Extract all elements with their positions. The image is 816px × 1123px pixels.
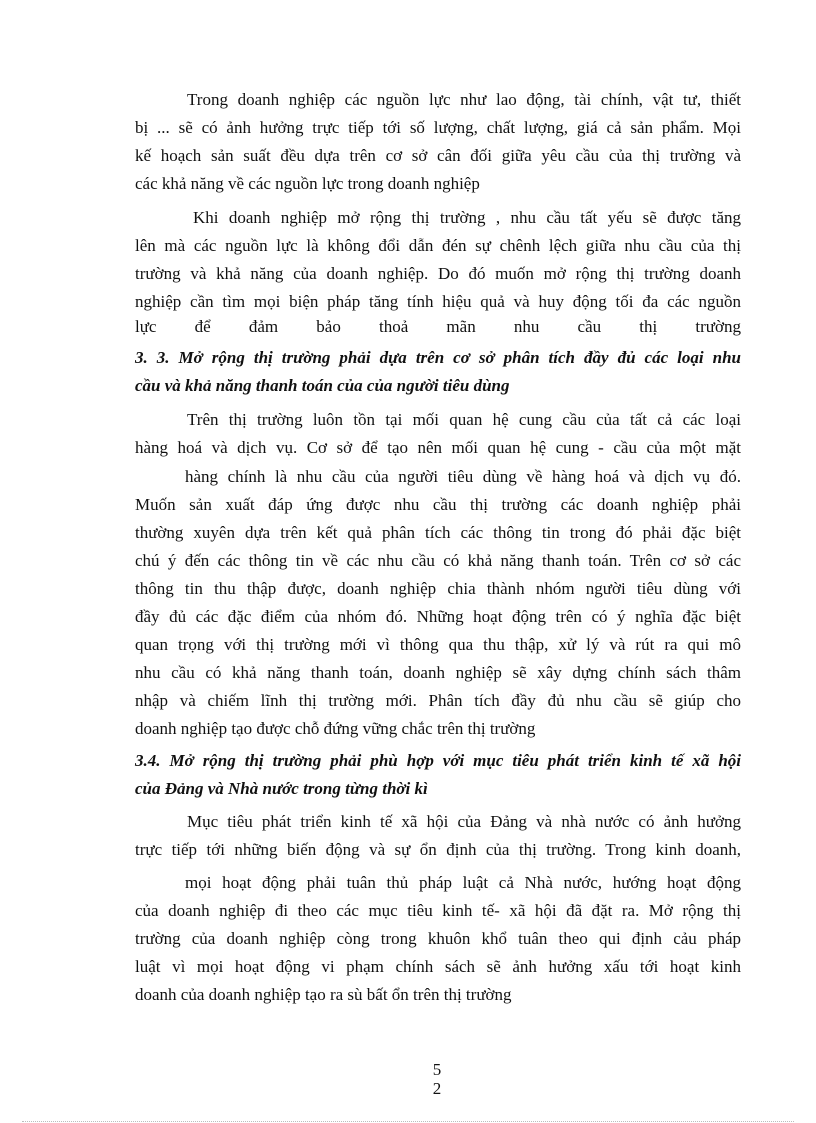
paragraph-4-line-2: trực tiếp tới những biến động và sự ổn định của thị trường. Trong kinh doanh, [135,840,741,859]
paragraph-2-line-2: lên mà các nguồn lực là không đổi dẫn đén sự chênh lệch giữa nhu cầu của thị [135,236,741,255]
paragraph-4-line-5: trường của doanh nghiệp còng trong khuôn khổ tuân theo qui định cảu pháp [135,929,741,948]
paragraph-1-line-4: các khả năng về các nguồn lực trong doanh nghiệp [135,174,480,193]
paragraph-1-line-1: Trong doanh nghiệp các nguồn lực như lao động, tài chính, vật tư, thiết [187,90,741,109]
paragraph-4-line-7: doanh của doanh nghiệp tạo ra sù bất ổn trên thị trường [135,985,512,1004]
paragraph-4-line-4: của doanh nghiệp đi theo các mục tiêu kinh tế- xã hội đã đặt ra. Mở rộng thị [135,901,741,920]
paragraph-4-line-1: Mục tiêu phát triển kinh tế xã hội của Đảng và nhà nước có ảnh hưởng [187,812,741,831]
paragraph-3-line-4: Muốn sản xuất đáp ứng được nhu cầu thị trường các doanh nghiệp phải [135,495,741,514]
section-heading-3-3-line-2: cầu và khả năng thanh toán của của người tiêu dùng [135,376,510,395]
paragraph-3-line-11: nhập và chiếm lĩnh thị trường mới. Phân tích đầy đủ nhu cầu sẽ giúp cho [135,691,741,710]
paragraph-3-line-3: hàng chính là nhu cầu của người tiêu dùng về hàng hoá và dịch vụ đó. [185,467,741,486]
paragraph-2-line-3: trường và khả năng của doanh nghiệp. Do đó muốn mở rộng thị trường doanh [135,264,741,283]
paragraph-2-line-4: nghiệp cần tìm mọi biện pháp tăng tính hiệu quả và huy động tối đa các nguồn [135,292,741,311]
section-heading-3-4-line-2: của Đảng và Nhà nước trong từng thời kì [135,779,428,798]
paragraph-3-line-9: quan trọng với thị trường mới vì thông qua thu thập, xử lý và rút ra qui mô [135,635,741,654]
page-bottom-rule [22,1121,794,1122]
page-number-line-1: 5 [432,1060,442,1079]
section-heading-3-4-line-1: 3.4. Mở rộng thị trường phải phù hợp với mục tiêu phát triển kinh tế xã hội [135,751,741,770]
paragraph-3-line-7: thông tin thu thập được, doanh nghiệp chia thành nhóm người tiêu dùng với [135,579,741,598]
paragraph-4-line-3: mọi hoạt động phải tuân thủ pháp luật cả Nhà nước, hướng hoạt động [185,873,741,892]
paragraph-3-line-6: chú ý đến các thông tin về các nhu cầu có khả năng thanh toán. Trên cơ sở các [135,551,741,570]
paragraph-3-line-2: hàng hoá và dịch vụ. Cơ sở để tạo nên mối quan hệ cung - cầu của một mặt [135,438,741,457]
paragraph-2-line-1: Khi doanh nghiệp mở rộng thị trường , nhu cầu tất yếu sẽ được tăng [193,208,741,227]
paragraph-1-line-3: kế hoạch sản suất đều dựa trên cơ sở cân đối giữa yêu cầu của thị trường và [135,146,741,165]
paragraph-3-line-12: doanh nghiệp tạo được chỗ đứng vững chắc trên thị trường [135,719,536,738]
paragraph-3-line-5: thường xuyên dựa trên kết quả phân tích các thông tin trong đó phải đặc biệt [135,523,741,542]
paragraph-2-line-5: lực để đảm bảo thoả mãn nhu cầu thị trường [135,317,741,336]
paragraph-4-line-6: luật vì mọi hoạt động vi phạm chính sách sẽ ảnh hưởng xấu tới hoạt kinh [135,957,741,976]
paragraph-1-line-2: bị ... sẽ có ảnh hưởng trực tiếp tới số lượng, chất lượng, giá cả sản phẩm. Mọi [135,118,741,137]
paragraph-3-line-8: đầy đủ các đặc điểm của nhóm đó. Những hoạt động trên có ý nghĩa đặc biệt [135,607,741,626]
page-number-line-2: 2 [432,1079,442,1098]
paragraph-3-line-1: Trên thị trường luôn tồn tại mối quan hệ cung cầu của tất cả các loại [187,410,741,429]
section-heading-3-3-line-1: 3. 3. Mở rộng thị trường phải dựa trên cơ sở phân tích đầy đủ các loại nhu [135,348,741,367]
paragraph-3-line-10: nhu cầu có khả năng thanh toán, doanh nghiệp sẽ xây dựng chính sách thâm [135,663,741,682]
